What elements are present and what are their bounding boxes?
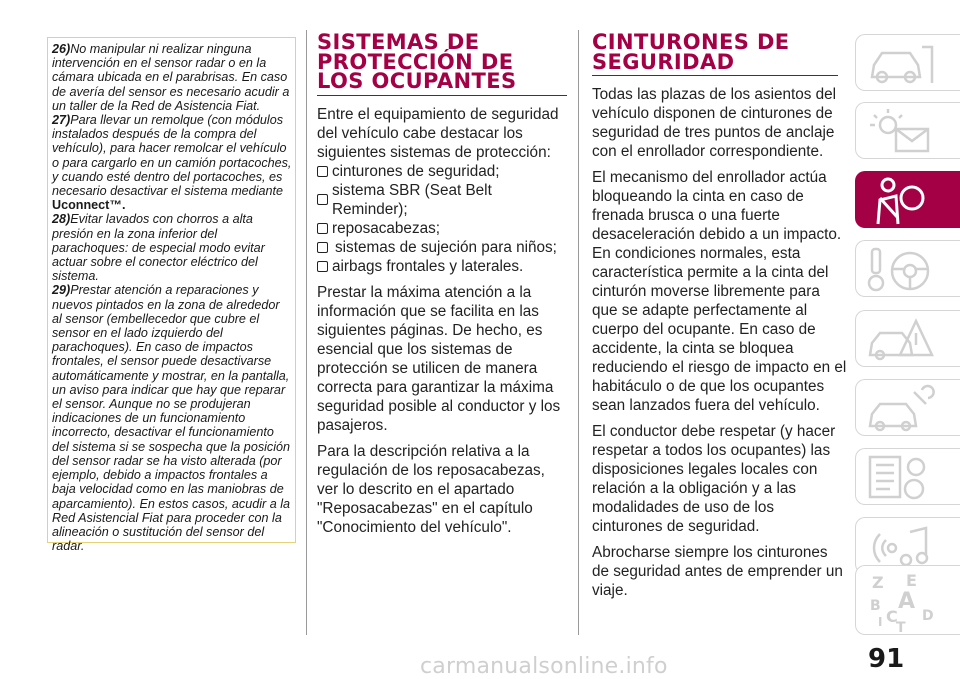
specs-gears-icon [866, 453, 936, 503]
checkbox-bullet-icon [317, 261, 328, 272]
list-item: sistema SBR (Seat Belt Reminder); [317, 181, 569, 219]
seatbelts-section [592, 30, 847, 607]
list-item: airbags frontales y laterales. [317, 257, 569, 276]
title-rule [317, 95, 567, 96]
tab-safety[interactable] [855, 171, 960, 228]
intro-paragraph: Entre el equipamiento de seguridad del vehículo cabe destacar los siguientes sistemas de protección: [317, 105, 559, 161]
section-title-seatbelts: CINTURONES DE SEGURIDAD [592, 30, 790, 74]
occupant-protection-section [317, 30, 569, 544]
wrench-car-icon [866, 384, 936, 434]
tab-technical-data[interactable] [855, 448, 960, 505]
index-letter: T [896, 620, 906, 636]
column-divider [578, 30, 579, 635]
checkbox-bullet-icon [317, 166, 328, 177]
list-item: sistemas de sujeción para niños; [317, 238, 569, 257]
section-title-occupant-protection: SISTEMAS DE PROTECCIÓN DE LOS OCUPANTES [317, 30, 517, 93]
page-number: 91 [868, 644, 905, 674]
note-27: 27)Para llevar un remolque (con módulos instalados después de la compra del vehículo), para hacer remolcar el vehículo o para cargarlo en un camión portacoches, y cuando esté dentro del portacoches, es necesario desactivar el sistema mediante Uconnect™. [52, 113, 292, 213]
tab-maintenance[interactable] [855, 379, 960, 436]
index-letter: C [886, 607, 898, 626]
tab-warning-lights[interactable] [855, 102, 960, 159]
index-letter: D [922, 608, 934, 624]
checkbox-bullet-icon [317, 223, 328, 234]
note-29: 29)Prestar atención a reparaciones y nuevos pintados en la zona de alrededor al sensor (embellecedor que cubre el sensor en el lado izquierdo del parachoques). En caso de impactos frontales, el sensor puede desactivarse automáticamente y mostrar, en la pantalla, un aviso para indicar que hay que reparar el sensor. Aunque no se produjeran indicaciones de un funcionamiento incorrecto, desactivar el funcionamiento del sistema si se sospecha que la posición del sensor radar se ha visto alterada (por ejemplo, debido a impactos frontales a baja velocidad como en las maniobras de aparcamiento). En estos casos, acudir a la Red Asistencial Fiat para proceder con la alineación o sustitución del sensor del radar. [52, 283, 291, 554]
watermark: carmanualsonline.info [420, 654, 668, 679]
title-rule [592, 75, 838, 76]
uconnect-keyword: Uconnect™ [52, 198, 122, 213]
tab-index[interactable] [855, 565, 960, 635]
paragraph: Para la descripción relativa a la regulación de los reposacabezas, ver lo descrito en el apartado "Reposacabezas" en el capítulo "Conocimiento del vehículo". [317, 442, 545, 536]
seatbelt-airbag-icon [866, 176, 936, 226]
paragraph: Abrocharse siempre los cinturones de seguridad antes de emprender un viaje. [592, 544, 843, 599]
alphabetical-index-icon [866, 570, 946, 636]
index-letter: I [878, 615, 883, 629]
paragraph: Prestar la máxima atención a la información que se facilita en las siguientes páginas. De hecho, es esencial que los sistemas de protección se utilicen de manera correcta para garantizar la máxima seguridad posible al conductor y los pasajeros. [317, 283, 561, 434]
car-icon [866, 39, 936, 89]
list-item: reposacabezas; [317, 219, 569, 238]
note-26: 26)No manipular ni realizar ninguna intervención en el sensor radar o en la cámara ubicada en el parabrisas. En caso de avería del sensor es necesario acudir a un taller de la Red de Asistencia Fiat. [52, 42, 290, 113]
index-letter: E [906, 571, 917, 590]
notes-box [47, 37, 296, 554]
index-letter: A [898, 589, 916, 614]
index-letter: Z [872, 573, 884, 592]
column-divider [306, 30, 307, 635]
tab-emergency[interactable] [855, 310, 960, 367]
list-item: cinturones de seguridad; [317, 162, 569, 181]
warning-lights-icon [866, 107, 936, 157]
paragraph: El conductor debe respetar (y hacer respetar a todos los ocupantes) las disposiciones legales locales con relación a la obligación y a las modalidades de uso de los cinturones de seguridad. [592, 423, 836, 535]
tab-starting-driving[interactable] [855, 240, 960, 297]
paragraph: El mecanismo del enrollador actúa bloqueando la cinta en caso de frenada brusca o una fuerte desaceleración debido a un impacto. En condiciones normales, esta característica permite a la cinta del cinturón moverse libremente para que se adapte perfectamente al cuerpo del ocupante. En caso de accidente, la cinta se bloquea reduciendo el riesgo de impacto en el habitáculo o de que los ocupantes sean lanzados fuera del vehículo. [592, 169, 847, 414]
tab-car[interactable] [855, 34, 960, 91]
checkbox-bullet-icon [317, 194, 328, 205]
note-28: 28)Evitar lavados con chorros a alta presión en la zona inferior del parachoques: de especial modo evitar actuar sobre el conector eléctrico del sistema. [52, 212, 265, 284]
index-letter: B [870, 598, 881, 614]
car-breakdown-icon [866, 315, 936, 365]
key-steering-wheel-icon [866, 245, 936, 295]
checkbox-bullet-icon [317, 242, 328, 253]
paragraph: Todas las plazas de los asientos del vehículo disponen de cinturones de seguridad de tres puntos de anclaje con el enrollador correspondiente. [592, 86, 837, 160]
